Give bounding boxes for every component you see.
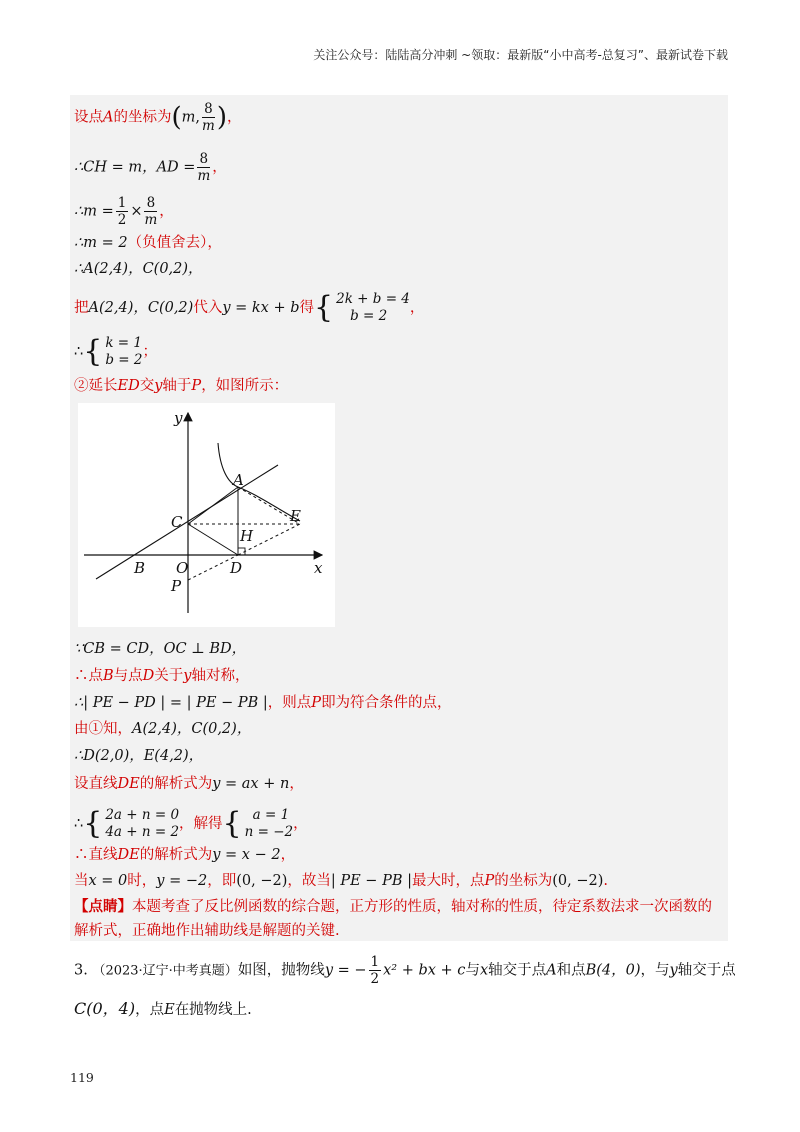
line-system-an: ∴{ 2a + n = 0 4a + n = 2 ，解得{ a = 1 n = −2 ， bbox=[74, 806, 308, 841]
label-y: y bbox=[174, 409, 183, 427]
label-h: H bbox=[240, 527, 254, 545]
line-m-value: ∴m = 2（负值舍去）， bbox=[74, 235, 222, 251]
label-d: D bbox=[230, 559, 243, 577]
label-x: x bbox=[314, 559, 323, 577]
label-b: B bbox=[134, 559, 146, 577]
line-coordinate-a: 设点A的坐标为(m, $\frac{8}{m}$ )， bbox=[74, 101, 242, 134]
comment-paragraph bbox=[74, 895, 724, 943]
line-points-ac: ∴A(2,4)，C(0,2)， bbox=[74, 261, 203, 277]
label-a: A bbox=[233, 471, 244, 489]
line-m-equation: ∴m = $\frac{1}{2}$ × $\frac{8}{m}$ ， bbox=[74, 195, 174, 228]
line-de-result: ∴直线DE的解析式为y = x − 2， bbox=[74, 847, 296, 863]
solution-block bbox=[70, 95, 728, 941]
coordinate-diagram bbox=[78, 403, 335, 627]
line-from-part-one: 由①知，A(2,4)，C(0,2)， bbox=[74, 721, 252, 737]
line-ch-ad: ∴CH = m，AD = $\frac{8}{m}$ ， bbox=[74, 151, 227, 184]
page-number: 119 bbox=[70, 1070, 94, 1085]
label-e: E bbox=[290, 507, 301, 525]
line-substitute: 把A(2,4)，C(0,2)代入y = kx + b得{ 2k + b = 4 b = 2 ， bbox=[74, 290, 425, 325]
fraction: $\frac{8}{m}$ bbox=[202, 101, 215, 134]
hyperbola bbox=[218, 443, 300, 521]
line-points-de: ∴D(2,0)，E(4,2)， bbox=[74, 748, 204, 764]
page-header: 关注公众号：陆陆高分冲刺 ~领取：最新版“小中高考-总复习”、最新试卷下载 bbox=[313, 48, 728, 62]
problem-3: 3. （2023·辽宁·中考真题）如图，抛物线y = − $\frac{1}{2}$ x² + bx + c与x轴交于点A和点B(4，0)，与y轴交于点 C(0，4)，点E在抛物线上. bbox=[74, 954, 736, 1018]
comment-tag: 【点睛】 bbox=[74, 898, 132, 915]
geometry-figure bbox=[78, 403, 335, 627]
line-set-de: 设直线DE的解析式为y = ax + n， bbox=[74, 776, 304, 792]
line-part-two: ②延长ED交y轴于P，如图所示： bbox=[74, 378, 289, 394]
line-k-b-solution: ∴{ k = 1 b = 2 ； bbox=[74, 334, 157, 369]
label-o: O bbox=[176, 559, 189, 577]
line-symmetry: ∴点B与点D关于y轴对称， bbox=[74, 668, 250, 684]
label-p: P bbox=[171, 577, 182, 595]
line-pe-equality: ∴| PE − PD | = | PE − PB |，则点P即为符合条件的点， bbox=[74, 695, 452, 711]
line-final-answer: 当x = 0时，y = −2，即(0, −2)，故当| PE − PB |最大时，点P的坐标为(0, −2). bbox=[74, 873, 608, 889]
line-cb-cd: ∵CB = CD，OC ⊥ BD， bbox=[74, 641, 247, 657]
label-c: C bbox=[171, 513, 183, 531]
comment-text: 本题考查了反比例函数的综合题，正方形的性质，轴对称的性质，待定系数法求一次函数的解析式，正确地作出辅助线是解题的关键. bbox=[74, 899, 712, 939]
